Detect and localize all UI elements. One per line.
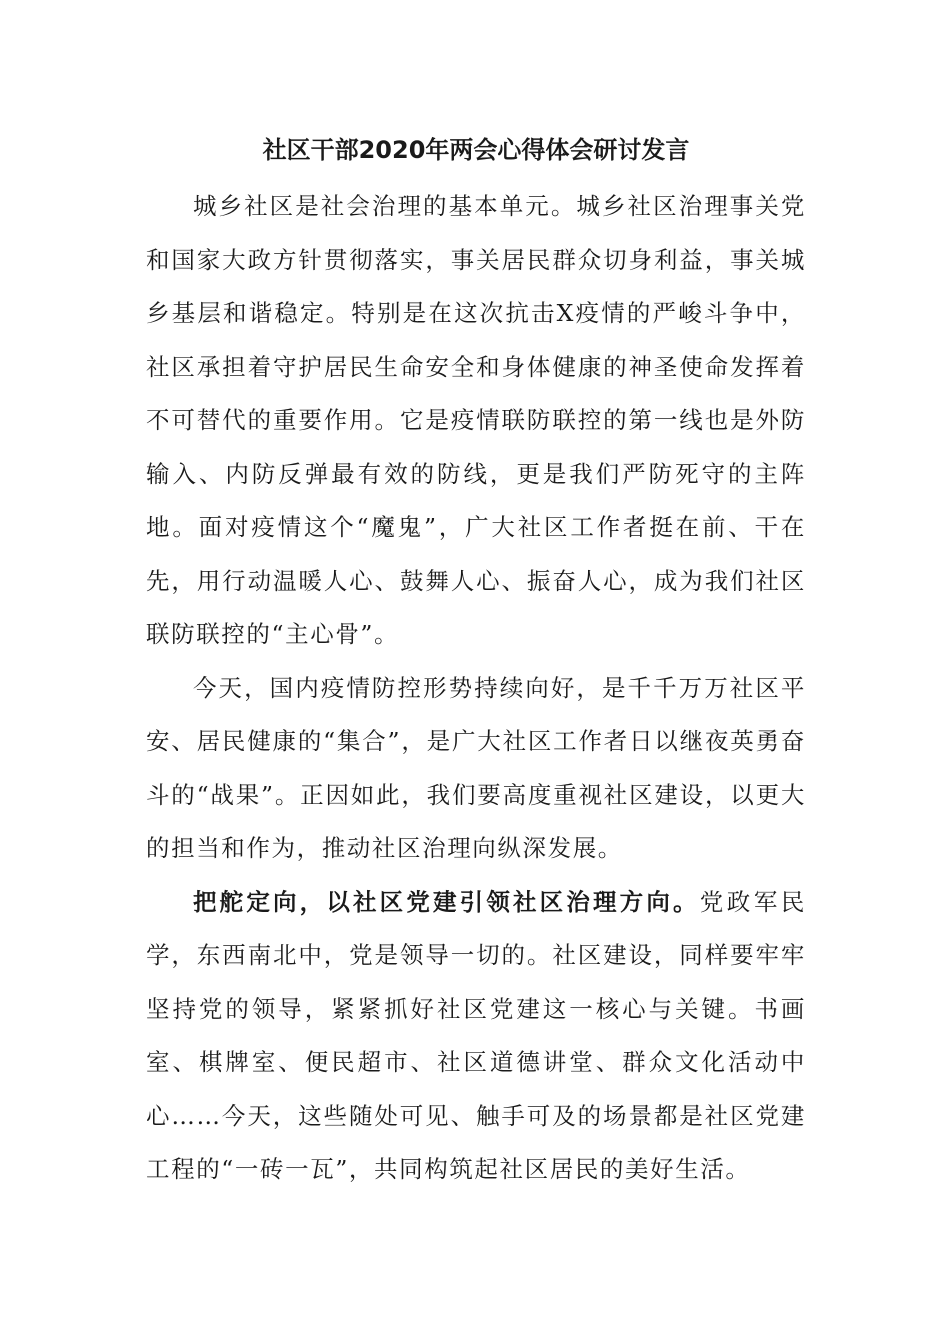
paragraph-2 — [146, 662, 806, 876]
paragraph-2-text: 今天，国内疫情防控形势持续向好，是千千万万社区平安、居民健康的“集合”，是广大社区工作者日以继夜英勇奋斗的“战果”。正因如此，我们要高度重视社区建设，以更大的担当和作为，推动社区治理向纵深发展。 — [146, 673, 806, 862]
document-title: 社区干部2020年两会心得体会研讨发言 — [262, 136, 690, 164]
paragraph-1 — [146, 180, 806, 662]
paragraph-3 — [146, 876, 806, 1197]
paragraph-1-text: 城乡社区是社会治理的基本单元。城乡社区治理事关党和国家大政方针贯彻落实，事关居民群众切身利益，事关城乡基层和谐稳定。特别是在这次抗击X疫情的严峻斗争中，社区承担着守护居民生命安全和身体健康的神圣使命发挥着不可替代的重要作用。它是疫情联防联控的第一线也是外防输入、内防反弹最有效的防线，更是我们严防死守的主阵地。面对疫情这个“魔鬼”，广大社区工作者挺在前、干在先，用行动温暖人心、鼓舞人心、振奋人心，成为我们社区联防联控的“主心骨”。 — [146, 192, 806, 648]
document-body — [146, 180, 806, 1197]
paragraph-3-heading: 把舵定向，以社区党建引领社区治理方向。 — [193, 887, 700, 916]
paragraph-3-text: 党政军民学，东西南北中，党是领导一切的。社区建设，同样要牢牢坚持党的领导，紧紧抓好社区党建这一核心与关键。书画室、棋牌室、便民超市、社区道德讲堂、群众文化活动中心……今天，这些随处可见、触手可及的场景都是社区党建工程的“一砖一瓦”，共同构筑起社区居民的美好生活。 — [146, 887, 806, 1183]
